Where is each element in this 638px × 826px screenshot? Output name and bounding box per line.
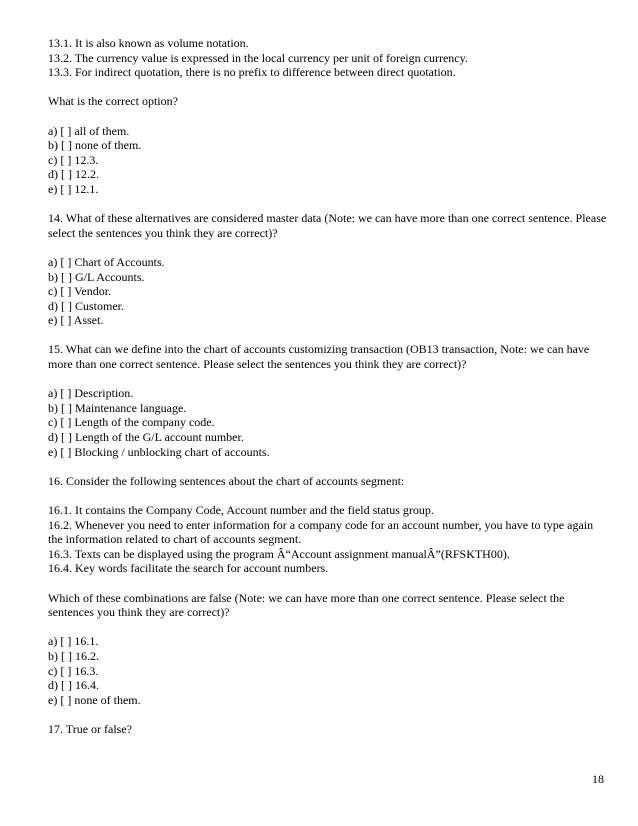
question-16: Which of these combinations are false (Note: we can have more than one correct sentence. Please select the sentences you think they are correct)? [48, 590, 565, 620]
option-16-c: c) [ ] 16.3. [48, 663, 99, 678]
question-13: What is the correct option? [48, 94, 178, 109]
statement-16-1: 16.1. It contains the Company Code, Account number and the field status group. [48, 503, 434, 517]
option-13-a: a) [ ] all of them. [48, 123, 130, 138]
option-15-d: d) [ ] Length of the G/L account number. [48, 430, 244, 445]
option-14-c: c) [ ] Vendor. [48, 284, 112, 299]
option-13-d: d) [ ] 12.2. [48, 167, 99, 182]
question-16-intro: 16. Consider the following sentences about the chart of accounts segment: [48, 473, 405, 488]
statement-16-3: 16.3. Texts can be displayed using the program Â“Account assignment manualÂ”(RFSKTH00). [48, 546, 510, 561]
option-13-b: b) [ ] none of them. [48, 138, 142, 153]
option-14-b: b) [ ] G/L Accounts. [48, 269, 145, 284]
option-16-e: e) [ ] none of them. [48, 692, 141, 707]
option-15-b: b) [ ] Maintenance language. [48, 400, 187, 415]
question-15: 15. What can we define into the chart of accounts customizing transaction (OB13 transaction, Note: we can have more than one correct sentence. Please select the sentences you think they are correct)? [48, 342, 590, 372]
option-14-e: e) [ ] Asset. [48, 313, 104, 328]
question-17: 17. True or false? [48, 721, 132, 736]
statement-16-4: 16.4. Key words facilitate the search for account numbers. [48, 561, 329, 576]
page-number: 18 [592, 772, 604, 786]
option-13-e: e) [ ] 12.1. [48, 181, 99, 196]
statement-13-1: 13.1. It is also known as volume notation. [48, 36, 249, 50]
option-15-e: e) [ ] Blocking / unblocking chart of accounts. [48, 444, 270, 459]
option-16-d: d) [ ] 16.4. [48, 678, 99, 693]
option-14-a: a) [ ] Chart of Accounts. [48, 254, 165, 269]
statement-13-3: 13.3. For indirect quotation, there is no prefix to difference between direct quotation. [48, 65, 456, 80]
question-14: 14. What of these alternatives are considered master data (Note: we can have more than one correct sentence. Please select the sentences you think they are correct)? [48, 211, 607, 240]
option-15-a: a) [ ] Description. [48, 386, 134, 401]
statement-13-2: 13.2. The currency value is expressed in the local currency per unit of foreign currency. [48, 50, 468, 65]
page-content [48, 36, 608, 737]
option-13-c: c) [ ] 12.3. [48, 152, 99, 167]
option-16-a: a) [ ] 16.1. [48, 634, 99, 649]
option-16-b: b) [ ] 16.2. [48, 648, 99, 663]
statement-16-2: 16.2. Whenever you need to enter information for a company code for an account number, you have to type again the information related to chart of accounts segment. [48, 517, 594, 547]
option-14-d: d) [ ] Customer. [48, 298, 124, 313]
option-15-c: c) [ ] Length of the company code. [48, 415, 215, 430]
